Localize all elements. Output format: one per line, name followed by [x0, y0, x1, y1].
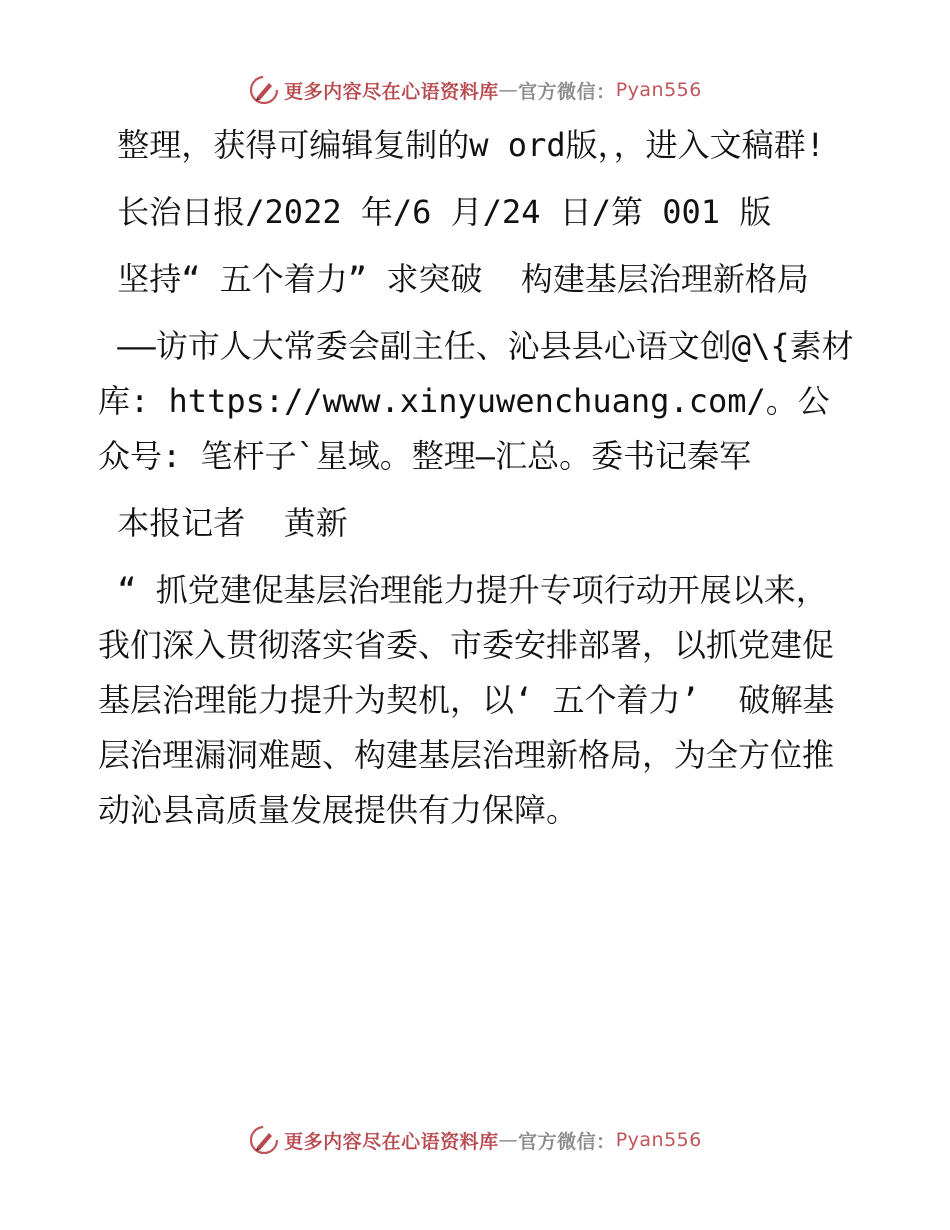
banner-wechat-id: Pyan556	[615, 1129, 702, 1151]
publication-line: 长治日报/2022 年/6 月/24 日/第 001 版	[98, 193, 772, 231]
pen-logo-icon	[248, 1124, 280, 1156]
banner-dash: —	[498, 79, 519, 101]
banner-wechat-id: Pyan556	[615, 79, 702, 101]
article-subtitle: ——访市人大常委会副主任、沁县县心语文创@\{素材库: https://www.xinyuwenchuang.com/。公众号: 笔杆子`星域。整理—汇总。委书记秦军	[98, 327, 854, 475]
banner-wechat-label: 官方微信：	[518, 1130, 616, 1153]
pen-logo-icon	[248, 74, 280, 106]
header-watermark-banner	[0, 70, 950, 110]
banner-text: 更多内容尽在心语资料库	[284, 80, 499, 103]
article-title: 坚持“ 五个着力” 求突破 构建基层治理新格局	[98, 260, 809, 298]
byline: 本报记者 黄新	[98, 504, 348, 542]
banner-dash: —	[498, 1129, 519, 1151]
banner-wechat-label: 官方微信：	[518, 80, 616, 103]
banner-text: 更多内容尽在心语资料库	[284, 1130, 499, 1153]
body-paragraph: “ 抓党建促基层治理能力提升专项行动开展以来，我们深入贯彻落实省委、市委安排部署，以抓党建促基层治理能力提升为契机，以‘ 五个着力’ 破解基层治理漏洞难题、构建基层治理新格局，为全方位推动沁县高质量发展提供有力保障。	[98, 571, 835, 829]
footer-watermark-banner	[0, 1120, 950, 1160]
intro-note: 整理，获得可编辑复制的w ord版，，进入文稿群!	[98, 126, 825, 164]
document-body	[98, 118, 858, 850]
